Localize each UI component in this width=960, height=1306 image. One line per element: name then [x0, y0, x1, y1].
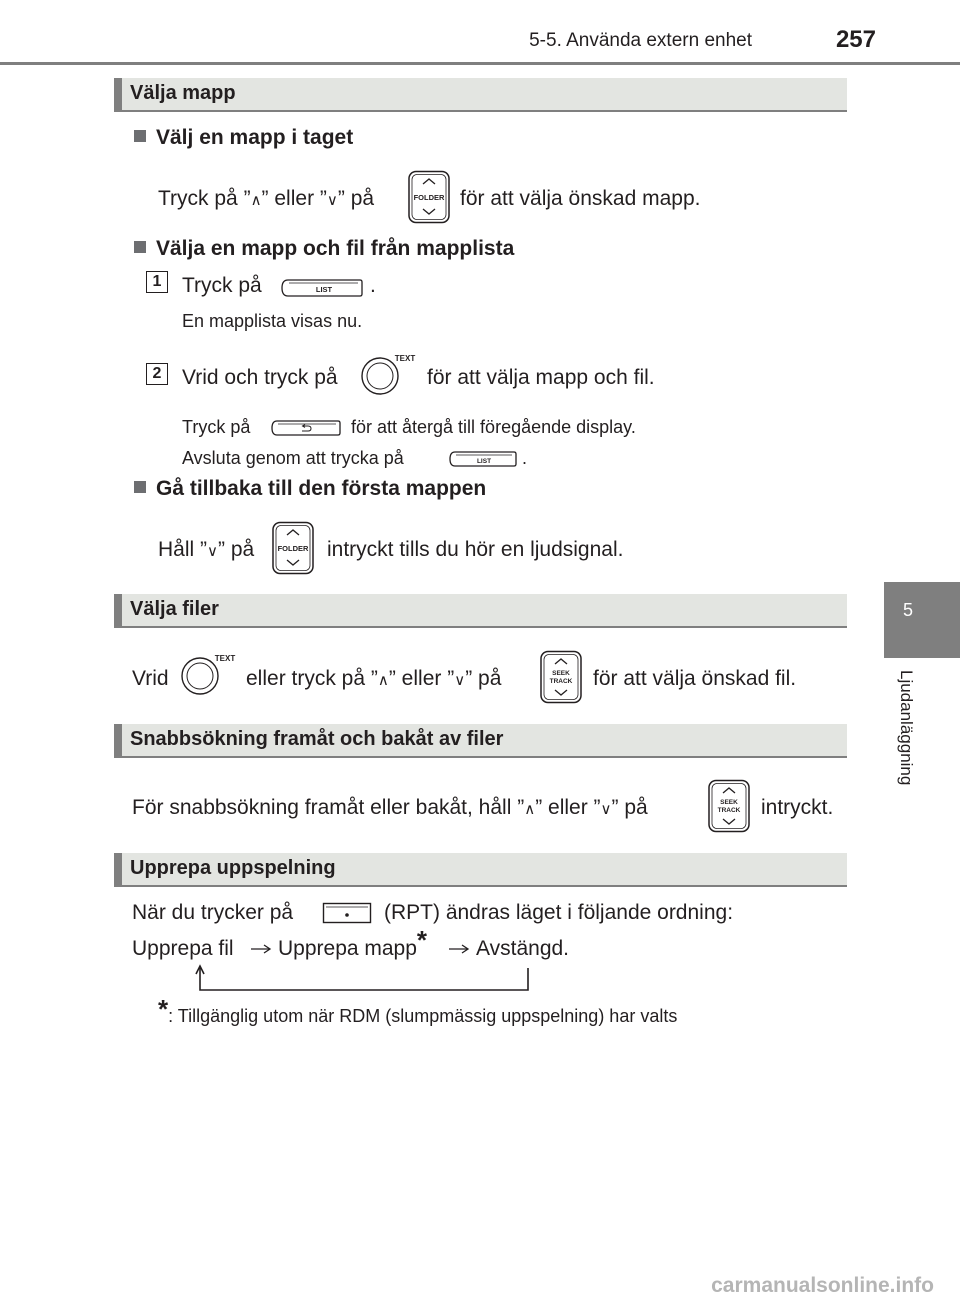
header-section-title: 5-5. Använda extern enhet	[529, 30, 752, 51]
tune-knob-icon-2	[180, 652, 240, 698]
note-exit-after: .	[522, 448, 528, 468]
subheading-valj-en-mapp: Välj en mapp i taget	[134, 126, 353, 150]
svg-text:FOLDER: FOLDER	[413, 193, 445, 202]
section-heading-snabbsokning: Snabbsökning framåt och bakåt av filer	[114, 724, 847, 758]
subheading-mapplista: Välja en mapp och fil från mapplista	[134, 237, 514, 261]
svg-text:TRACK: TRACK	[717, 807, 741, 814]
valja-filer-mid: eller tryck på ”∧” eller ”∨” på	[246, 667, 502, 690]
hold-folder-line: Håll ”∨” på	[158, 538, 255, 561]
step-number-1: 1	[146, 271, 168, 293]
square-bullet-icon	[134, 130, 146, 142]
subheading-forsta-mappen: Gå tillbaka till den första mappen	[134, 477, 486, 501]
cycle-return-arrow-icon	[190, 964, 536, 994]
page-number: 257	[835, 26, 876, 53]
svg-text:SEEK: SEEK	[552, 670, 570, 677]
instruction-folder-after: för att välja önskad mapp.	[460, 187, 701, 210]
svg-text:SEEK: SEEK	[720, 799, 738, 806]
step2-text-after: för att välja mapp och fil.	[427, 366, 655, 389]
svg-text:TEXT: TEXT	[214, 654, 236, 663]
folder-button-icon	[406, 170, 452, 224]
step1-note: En mapplista visas nu.	[182, 311, 363, 331]
list-button-icon-small	[448, 450, 518, 468]
step1-text-before: Tryck på	[182, 274, 262, 297]
back-button-icon	[270, 419, 342, 437]
square-bullet-icon	[134, 481, 146, 493]
tune-knob-icon	[360, 352, 420, 398]
section-heading-upprepa: Upprepa uppspelning	[114, 853, 847, 887]
instruction-folder-line: Tryck på ”∧” eller ”∨” på	[158, 187, 375, 210]
seek-track-button-icon	[538, 650, 584, 704]
chapter-number: 5	[902, 600, 913, 620]
upprepa-line1-after: (RPT) ändras läget i följande ordning:	[384, 901, 734, 924]
section-heading-valja-filer: Välja filer	[114, 594, 847, 628]
section-heading-valja-mapp: Välja mapp	[114, 78, 847, 112]
arrow-right-icon-2	[448, 943, 470, 955]
hold-folder-after: intryckt tills du hör en ljudsignal.	[327, 538, 624, 561]
upprepa-line1-before: När du trycker på	[132, 901, 294, 924]
step-number-2: 2	[146, 363, 168, 385]
mode-off: Avstängd.	[476, 937, 570, 960]
mode-repeat-file: Upprepa fil	[132, 937, 234, 960]
mode-repeat-folder: Upprepa mapp*	[278, 925, 428, 960]
snabbsokning-line: För snabbsökning framåt eller bakåt, håll ”∧” eller ”∨” på	[132, 796, 648, 819]
list-button-icon	[280, 278, 364, 298]
valja-filer-after: för att välja önskad fil.	[593, 667, 797, 690]
rpt-button-icon	[322, 902, 372, 924]
svg-text:LIST: LIST	[315, 285, 333, 294]
square-bullet-icon	[134, 241, 146, 253]
valja-filer-before: Vrid	[132, 667, 169, 690]
step2-text-before: Vrid och tryck på	[182, 366, 338, 389]
footnote: *: Tillgänglig utom när RDM (slumpmässig uppspelning) har valts	[158, 994, 678, 1026]
chapter-label: Ljudanläggning	[897, 670, 916, 786]
watermark: carmanualsonline.info	[711, 1274, 934, 1297]
note-exit-before: Avsluta genom att trycka på	[182, 448, 404, 468]
chapter-label-container	[896, 670, 918, 810]
snabbsokning-after: intryckt.	[761, 796, 834, 819]
arrow-right-icon	[250, 943, 272, 955]
svg-text:TRACK: TRACK	[549, 678, 573, 685]
header-rule	[0, 62, 960, 65]
svg-text:FOLDER: FOLDER	[277, 544, 309, 553]
folder-button-icon-2	[270, 521, 316, 575]
step1-text-after: .	[370, 274, 376, 297]
note-back-before: Tryck på	[182, 417, 251, 437]
svg-text:LIST: LIST	[476, 458, 492, 465]
seek-track-button-icon-2	[706, 779, 752, 833]
note-back-after: för att återgå till föregående display.	[351, 417, 636, 437]
svg-text:TEXT: TEXT	[394, 354, 416, 363]
